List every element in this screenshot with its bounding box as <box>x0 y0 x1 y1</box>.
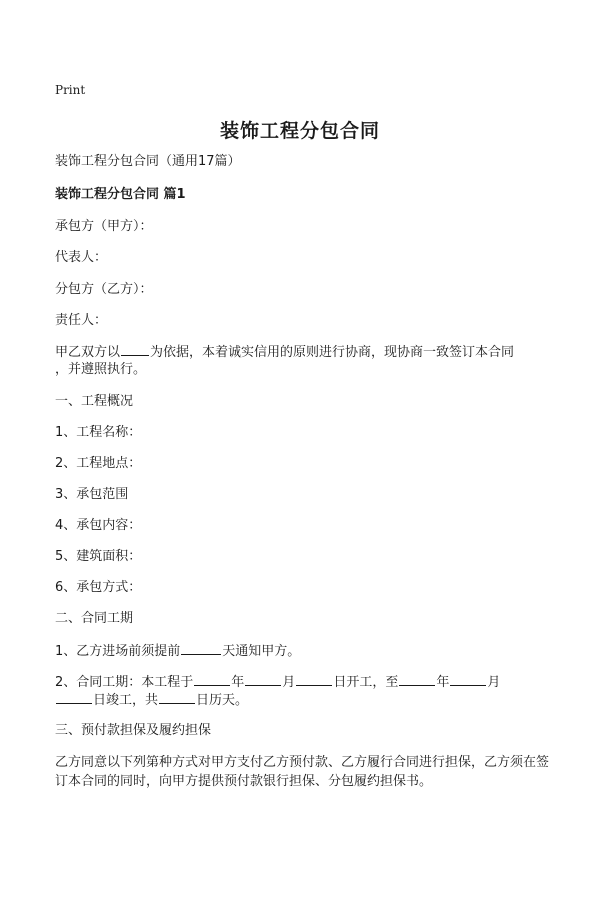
start-month-blank <box>245 673 281 686</box>
contract-method-item: 6、承包方式： <box>55 580 142 595</box>
end-year-blank <box>399 673 435 686</box>
intro-text-a: 甲乙双方以 <box>55 345 121 360</box>
end-month-label: 月 <box>487 675 501 690</box>
document-title: 装饰工程分包合同 <box>219 120 380 142</box>
year-label: 年 <box>231 675 245 690</box>
intro-line-2: ，并遵照执行。 <box>55 362 147 377</box>
responsible-line: 责任人： <box>55 313 108 328</box>
guarantee-paragraph: 乙方同意以下列第种方式对甲方支付乙方预付款、乙方履行合同进行担保，乙方须在签订本合同的同时，向甲方提供预付款银行担保、分包履约担保书。 <box>55 755 550 789</box>
calendar-days-label: 日历天。 <box>196 693 249 708</box>
contract-content-item: 4、承包内容： <box>55 518 142 533</box>
contract-scope-item: 3、承包范围 <box>55 487 129 502</box>
basis-blank <box>121 343 149 356</box>
start-label: 日开工，至 <box>333 675 399 690</box>
intro-line-1 <box>55 343 514 361</box>
notice-days-blank <box>181 642 221 655</box>
start-year-blank <box>194 673 230 686</box>
section-1-title: 一、工程概况 <box>55 394 134 409</box>
end-day-blank <box>56 691 92 704</box>
schedule-item-line-2 <box>55 691 248 709</box>
schedule-item-line-1 <box>55 673 500 691</box>
section-2-title: 二、合同工期 <box>55 611 134 626</box>
end-year-label: 年 <box>436 675 450 690</box>
building-area-item: 5、建筑面积： <box>55 549 142 564</box>
month-label: 月 <box>282 675 296 690</box>
end-month-blank <box>450 673 486 686</box>
completion-label: 日竣工，共 <box>93 693 159 708</box>
section-3-title: 三、预付款担保及履约担保 <box>55 723 212 738</box>
notice-days-item <box>55 642 300 660</box>
document-subtitle: 装饰工程分包合同（通用17篇） <box>55 154 241 169</box>
intro-text-b: 为依据，本着诚实信用的原则进行协商，现协商一致签订本合同 <box>150 345 515 360</box>
party-a-line: 承包方（甲方）： <box>55 219 153 234</box>
start-day-blank <box>296 673 332 686</box>
notice-text-a: 1、乙方进场前须提前 <box>55 644 181 659</box>
party-b-line: 分包方（乙方）： <box>55 282 153 297</box>
project-name-item: 1、工程名称： <box>55 425 142 440</box>
total-days-blank <box>159 691 195 704</box>
print-label[interactable]: Print <box>55 83 86 97</box>
notice-text-b: 天通知甲方。 <box>222 644 301 659</box>
project-location-item: 2、工程地点： <box>55 456 142 471</box>
representative-line: 代表人： <box>55 250 108 265</box>
section-heading: 装饰工程分包合同 篇1 <box>55 187 186 202</box>
schedule-text-a: 2、合同工期：本工程于 <box>55 675 194 690</box>
